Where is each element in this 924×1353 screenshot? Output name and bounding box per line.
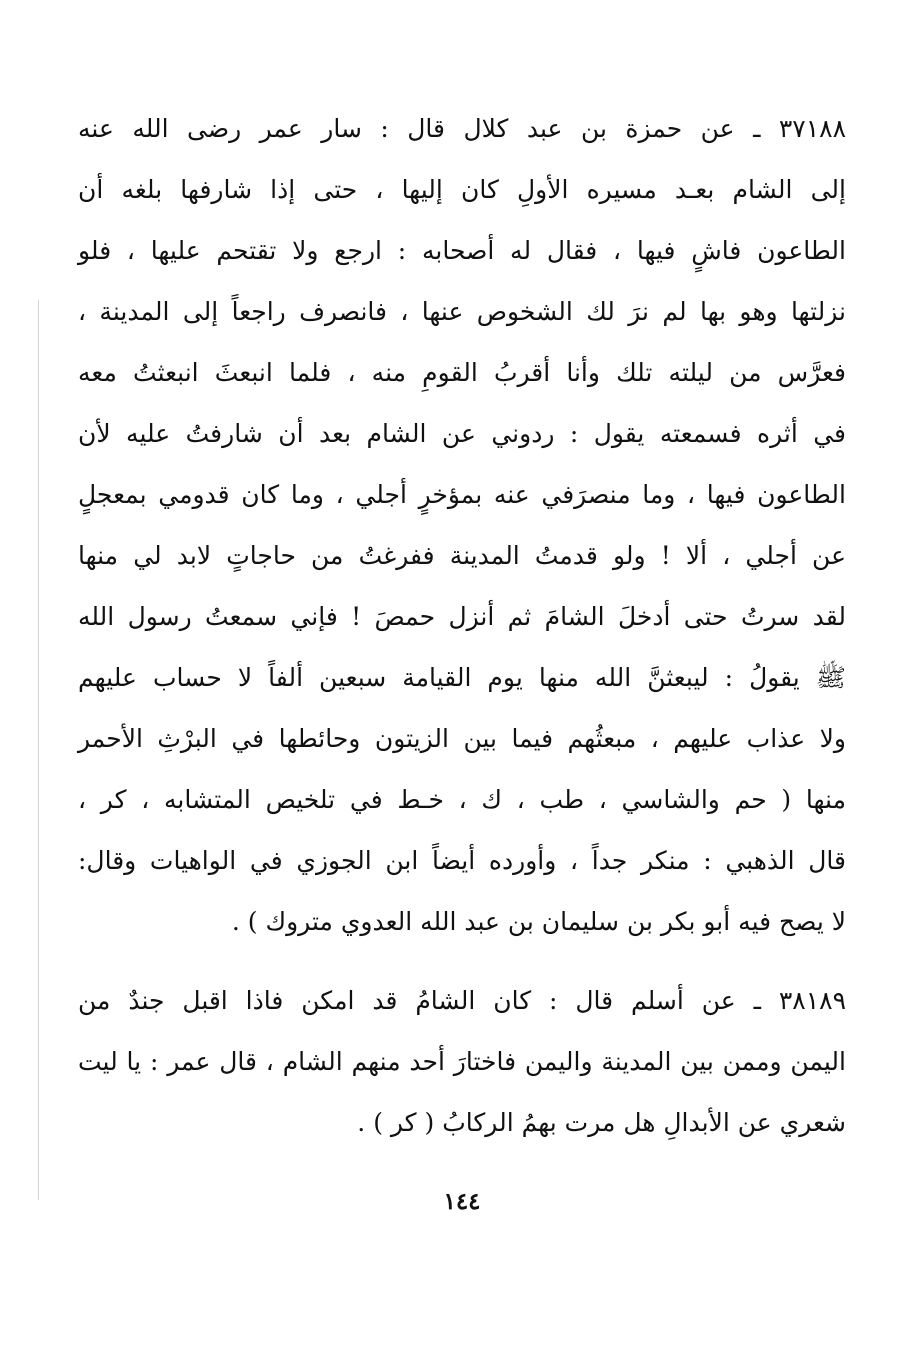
text-line: قال الذهبي : منكر جداً ، وأورده أيضاً ابن الجوزي في الواهيات وقال:	[78, 846, 846, 875]
text-line: ولا عذاب عليهم ، مبعثُهم فيما بين الزيتون وحائطها في البرْثِ الأحمر	[78, 724, 846, 753]
text-line: الطاعون فاشٍ فيها ، فقال له أصحابه : ارجع ولا تقتحم عليها ، فلو	[78, 236, 846, 265]
text-line: عن أجلي ، ألا ! ولو قدمتُ المدينة ففرغتُ من حاجاتٍ لابد لي منها	[78, 541, 846, 570]
text-line: ﷺ يقولُ : ليبعثنَّ الله منها يوم القيامة سبعين ألفاً لا حساب عليهم	[78, 663, 846, 692]
text-line: منها ( حم والشاسي ، طب ، ك ، خـط في تلخيص المتشابه ، كر ،	[78, 785, 846, 814]
scan-edge-mark	[38, 300, 39, 1200]
hadith-38189-paragraph	[78, 970, 846, 1153]
hadith-38188-paragraph	[78, 98, 846, 952]
text-line: نزلتها وهو بها لم نرَ لك الشخوص عنها ، فانصرف راجعاً إلى المدينة ،	[78, 297, 846, 326]
page-number: ١٤٤	[443, 1188, 481, 1215]
text-line: إلى الشام بعـد مسيره الأولِ كان إليها ، حتى إذا شارفها بلغه أن	[78, 175, 846, 204]
text-line: الطاعون فيها ، وما منصرَفي عنه بمؤخرٍ أجلي ، وما كان قدومي بمعجلٍ	[78, 480, 846, 509]
text-line: اليمن وممن بين المدينة واليمن فاختارَ أحد منهم الشام ، قال عمر : يا ليت	[78, 1047, 846, 1076]
text-line: لقد سرتُ حتى أدخلَ الشامَ ثم أنزل حمصَ ! فإني سمعتُ رسول الله	[78, 602, 846, 631]
text-line: لا يصح فيه أبو بكر بن سليمان بن عبد الله العدوي متروك ) .	[231, 907, 846, 936]
text-line: ٣٨١٨٩ ـ عن أسلم قال : كان الشامُ قد امكن فاذا اقبل جندٌ من	[78, 986, 846, 1015]
text-line: ٣٧١٨٨ ـ عن حمزة بن عبد كلال قال : سار عمر رضى الله عنه	[78, 114, 846, 143]
text-line: فعرَّس من ليلته تلك وأنا أقربُ القومِ منه ، فلما انبعثَ انبعثتُ معه	[78, 358, 846, 387]
text-line: شعري عن الأبدالِ هل مرت بهمُ الركابُ ( كر ) .	[357, 1108, 846, 1137]
text-line: في أثره فسمعته يقول : ردوني عن الشام بعد أن شارفتُ عليه لأن	[78, 419, 846, 448]
